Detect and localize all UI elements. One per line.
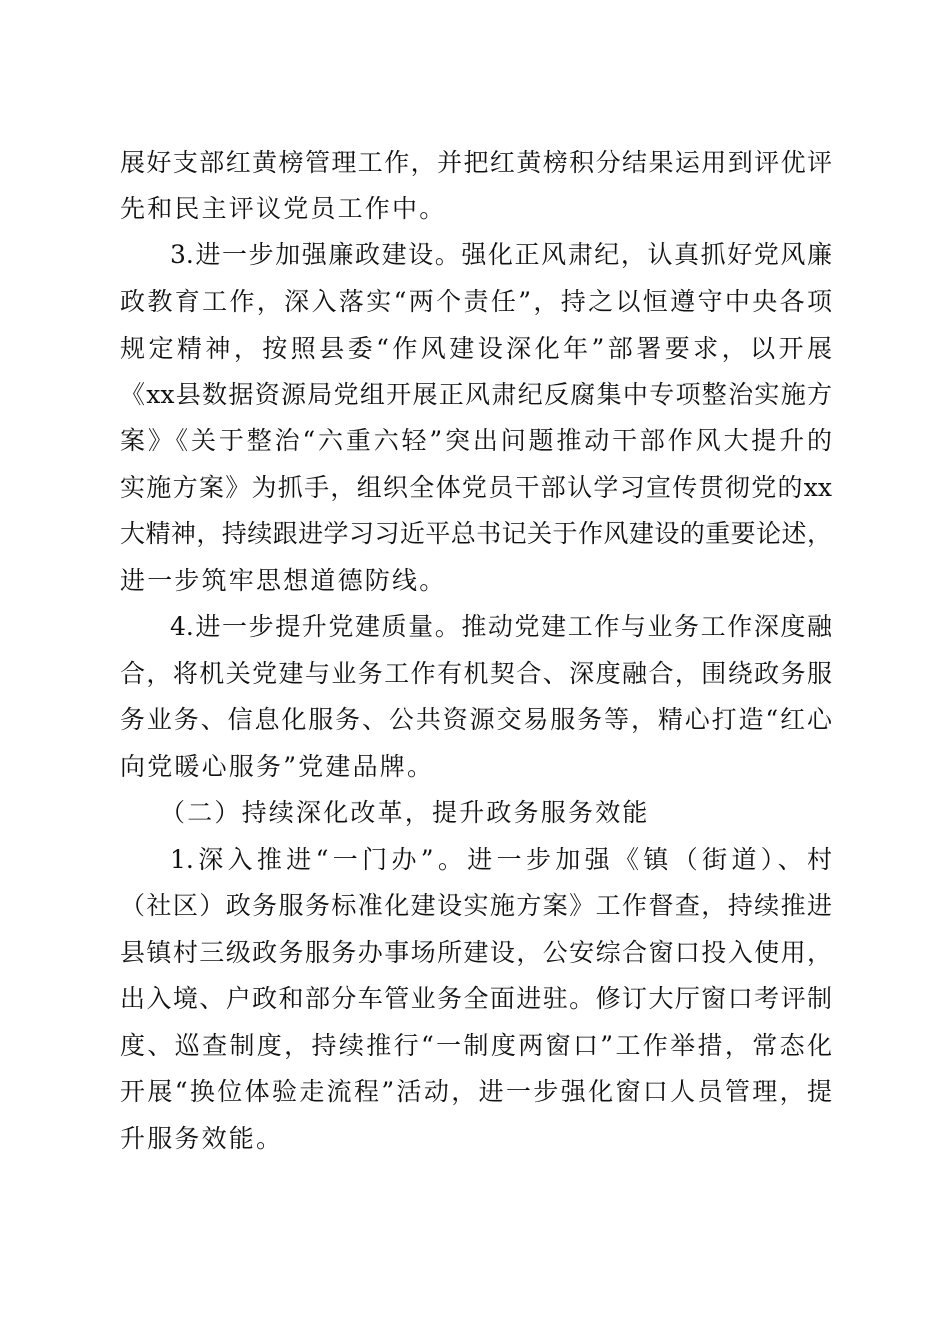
section-heading: （二）持续深化改革，提升政务服务效能 (160, 798, 650, 827)
text-line: 县镇村三级政务服务办事场所建设，公安综合窗口投入使用， (120, 938, 832, 967)
text-line: 出入境、户政和部分车管业务全面进驻。修订大厅窗口考评制 (120, 984, 832, 1013)
text-line: 合，将机关党建与业务工作有机契合、深度融合，围绕政务服 (120, 659, 832, 688)
text-line: 展好支部红黄榜管理工作，并把红黄榜积分结果运用到评优评 (120, 148, 832, 177)
text-line: 政教育工作，深入落实“两个责任”，持之以恒遵守中央各项 (120, 287, 832, 316)
text-line: （社区）政务服务标准化建设实施方案》工作督查，持续推进 (120, 891, 832, 920)
text-line: 案》《关于整治“六重六轻”突出问题推动干部作风大提升的 (120, 426, 832, 455)
text-line: 规定精神，按照县委“作风建设深化年”部署要求，以开展 (120, 334, 832, 363)
text-line: 大精神，持续跟进学习习近平总书记关于作风建设的重要论述， (120, 519, 832, 548)
text-line: 进一步筑牢思想道德防线。 (120, 566, 447, 595)
text-line: 3.进一步加强廉政建设。强化正风肃纪，认真抓好党风廉 (170, 240, 832, 269)
text-line: 开展“换位体验走流程”活动，进一步强化窗口人员管理，提 (120, 1077, 832, 1106)
text-line: 向党暖心服务”党建品牌。 (120, 752, 435, 781)
text-line: 4.进一步提升党建质量。推动党建工作与业务工作深度融 (170, 612, 832, 641)
text-line: 先和民主评议党员工作中。 (120, 194, 447, 223)
text-line: 务业务、信息化服务、公共资源交易服务等，精心打造“红心 (120, 705, 832, 734)
text-line: 升服务效能。 (120, 1124, 284, 1153)
text-line: 1.深入推进“一门办”。进一步加强《镇（街道）、村 (170, 845, 832, 874)
text-line: 实施方案》为抓手，组织全体党员干部认学习宣传贯彻党的xx (120, 473, 832, 502)
text-line: 度、巡查制度，持续推行“一制度两窗口”工作举措，常态化 (120, 1031, 832, 1060)
text-line: 《xx县数据资源局党组开展正风肃纪反腐集中专项整治实施方 (120, 380, 832, 409)
